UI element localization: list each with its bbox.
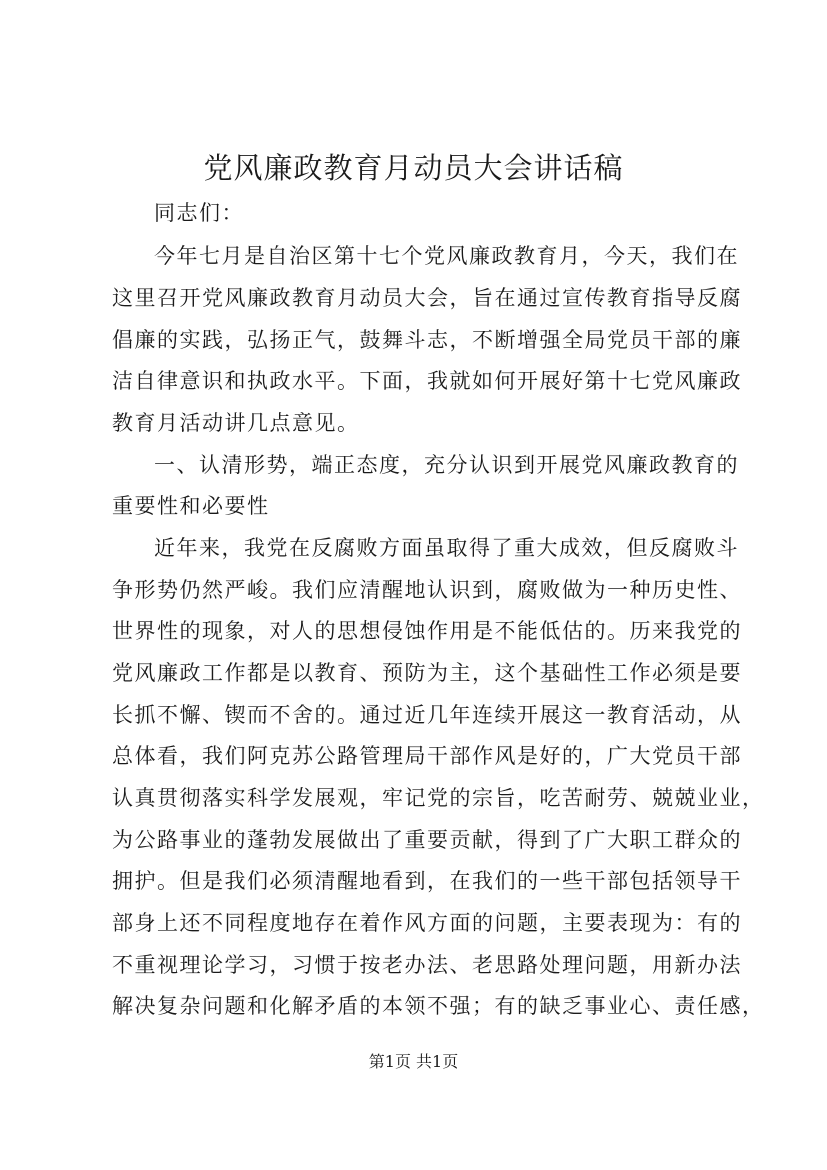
page-footer: 第1页 共1页 xyxy=(368,1052,459,1071)
text-line: 不重视理论学习，习惯于按老办法、老思路处理问题，用新办法 xyxy=(112,953,742,977)
document-title: 党风廉政教育月动员大会讲话稿 xyxy=(203,151,624,185)
text-line: 重要性和必要性 xyxy=(112,494,270,518)
text-line: 近年来，我党在反腐败方面虽取得了重大成效，但反腐败斗 xyxy=(154,536,739,560)
text-line: 党风廉政工作都是以教育、预防为主，这个基础性工作必须是要 xyxy=(112,661,742,685)
text-line: 世界性的现象，对人的思想侵蚀作用是不能低估的。历来我党的 xyxy=(112,619,742,643)
text-line: 部身上还不同程度地存在着作风方面的问题，主要表现为：有的 xyxy=(112,911,742,935)
text-line: 教育月活动讲几点意见。 xyxy=(112,411,360,435)
text-line: 一、认清形势，端正态度，充分认识到开展党风廉政教育的 xyxy=(154,453,739,477)
text-line: 拥护。但是我们必须清醒地看到，在我们的一些干部包括领导干 xyxy=(112,869,742,893)
text-line: 倡廉的实践，弘扬正气，鼓舞斗志，不断增强全局党员干部的廉 xyxy=(112,328,742,352)
text-line: 长抓不懈、锲而不舍的。通过近几年连续开展这一教育活动，从 xyxy=(112,703,742,727)
text-line: 同志们： xyxy=(154,201,244,225)
text-line: 洁自律意识和执政水平。下面，我就如何开展好第十七党风廉政 xyxy=(112,369,742,393)
text-line: 解决复杂问题和化解矛盾的本领不强；有的缺乏事业心、责任感， xyxy=(112,994,765,1018)
text-line: 认真贯彻落实科学发展观，牢记党的宗旨，吃苦耐劳、兢兢业业， xyxy=(112,786,765,810)
text-line: 争形势仍然严峻。我们应清醒地认识到，腐败做为一种历史性、 xyxy=(112,578,742,602)
text-line: 这里召开党风廉政教育月动员大会，旨在通过宣传教育指导反腐 xyxy=(112,286,742,310)
text-line: 为公路事业的蓬勃发展做出了重要贡献，得到了广大职工群众的 xyxy=(112,828,742,852)
text-line: 今年七月是自治区第十七个党风廉政教育月，今天，我们在 xyxy=(154,244,739,268)
text-line: 总体看，我们阿克苏公路管理局干部作风是好的，广大党员干部 xyxy=(112,744,742,768)
